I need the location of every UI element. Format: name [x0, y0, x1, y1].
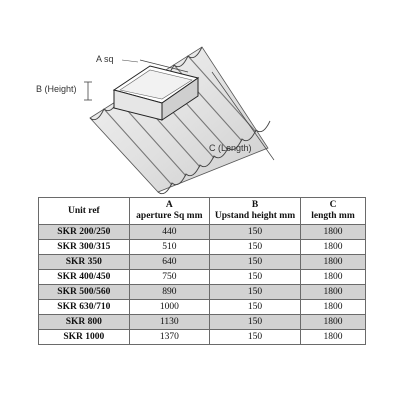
header-aperture: A aperture Sq mm: [129, 198, 209, 225]
header-unit-ref: Unit ref: [39, 198, 130, 225]
aperture-cell: 1370: [129, 330, 209, 345]
unit-ref-cell: SKR 300/315: [39, 240, 130, 255]
length-cell: 1800: [301, 240, 366, 255]
aperture-cell: 1130: [129, 315, 209, 330]
dimensions-table: [38, 197, 366, 345]
unit-ref-cell: SKR 800: [39, 315, 130, 330]
upstand-cell: 150: [210, 270, 301, 285]
length-cell: 1800: [301, 255, 366, 270]
table-row: [39, 285, 366, 300]
table-row: [39, 300, 366, 315]
aperture-cell: 1000: [129, 300, 209, 315]
dimension-a-label: A sq: [96, 54, 114, 64]
upstand-cell: 150: [210, 255, 301, 270]
dimension-a-leader: [122, 60, 138, 62]
header-length: C length mm: [301, 198, 366, 225]
length-cell: 1800: [301, 225, 366, 240]
length-cell: 1800: [301, 315, 366, 330]
dimension-b-label: B (Height): [36, 84, 77, 94]
table-row: [39, 315, 366, 330]
dimensions-table-container: [38, 197, 366, 345]
unit-ref-cell: SKR 350: [39, 255, 130, 270]
table-row: [39, 240, 366, 255]
aperture-cell: 890: [129, 285, 209, 300]
aperture-cell: 440: [129, 225, 209, 240]
upstand-cell: 150: [210, 240, 301, 255]
table-header-row: [39, 198, 366, 225]
upstand-cell: 150: [210, 225, 301, 240]
unit-ref-cell: SKR 400/450: [39, 270, 130, 285]
aperture-cell: 750: [129, 270, 209, 285]
unit-ref-cell: SKR 1000: [39, 330, 130, 345]
aperture-cell: 640: [129, 255, 209, 270]
table-row: [39, 225, 366, 240]
upstand-cell: 150: [210, 285, 301, 300]
table-row: [39, 330, 366, 345]
unit-ref-cell: SKR 630/710: [39, 300, 130, 315]
table-row: [39, 270, 366, 285]
length-cell: 1800: [301, 300, 366, 315]
dimension-c-label: C (Length): [209, 143, 252, 153]
upstand-cell: 150: [210, 330, 301, 345]
length-cell: 1800: [301, 330, 366, 345]
header-upstand-height: B Upstand height mm: [210, 198, 301, 225]
length-cell: 1800: [301, 270, 366, 285]
unit-ref-cell: SKR 500/560: [39, 285, 130, 300]
table-row: [39, 255, 366, 270]
length-cell: 1800: [301, 285, 366, 300]
unit-ref-cell: SKR 200/250: [39, 225, 130, 240]
upstand-cell: 150: [210, 315, 301, 330]
aperture-cell: 510: [129, 240, 209, 255]
upstand-cell: 150: [210, 300, 301, 315]
